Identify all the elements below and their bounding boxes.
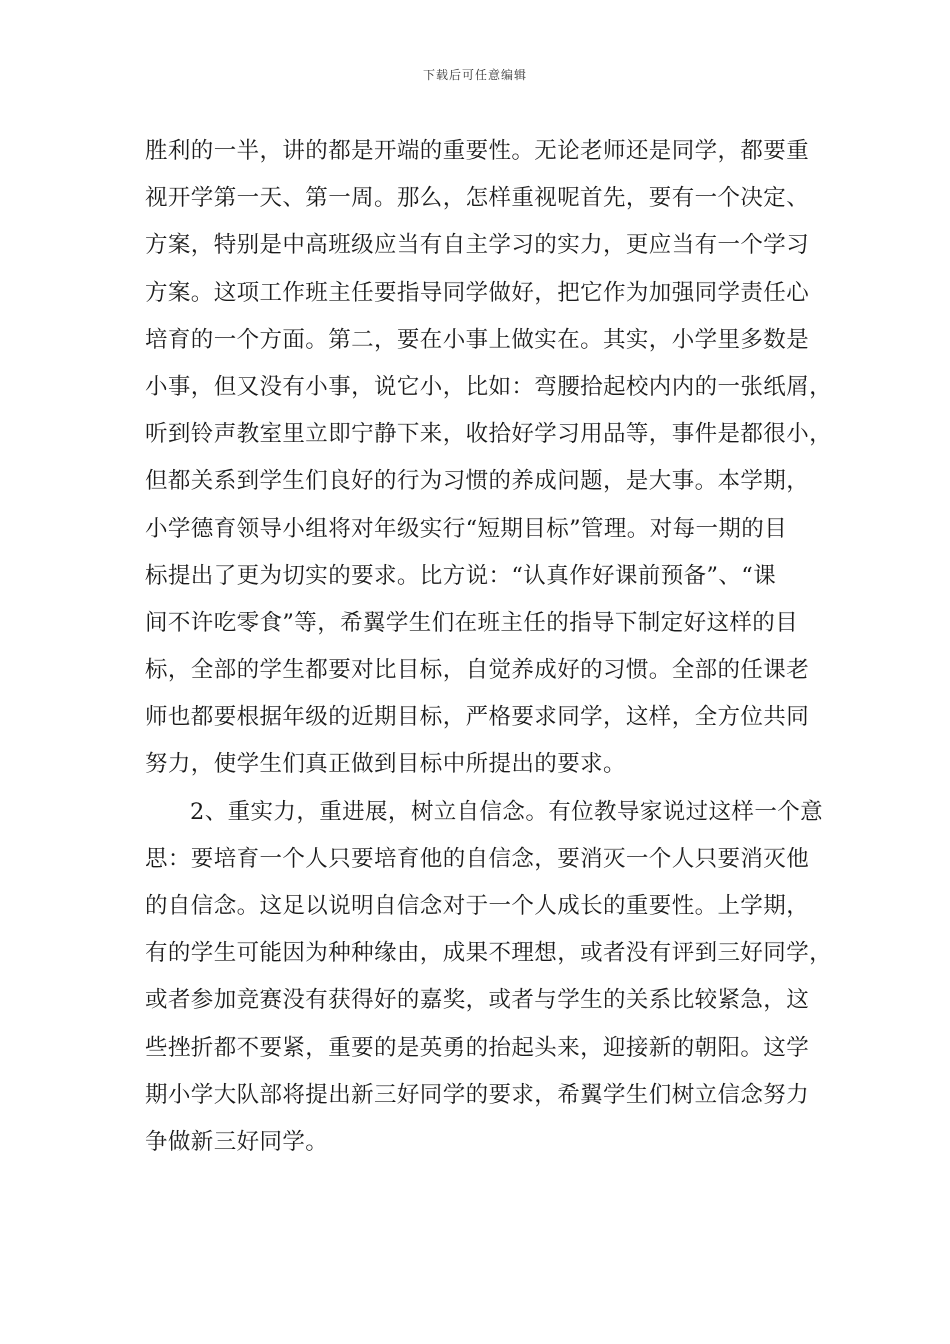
text-line: 思：要培育一个人只要培育他的自信念，要消灭一个人只要消灭他 bbox=[145, 845, 810, 872]
text-line: 间不许吃零食”等，希翼学生们在班主任的指导下制定好这样的目 bbox=[145, 609, 799, 636]
text-line: 努力，使学生们真正做到目标中所提出的要求。 bbox=[145, 751, 626, 778]
text-line: 视开学第一天、第一周。那么，怎样重视呢首先，要有一个决定、 bbox=[145, 185, 810, 212]
paragraph-1 bbox=[145, 132, 833, 793]
document-body bbox=[145, 132, 833, 1170]
text-line: 有的学生可能因为种种缘由，成果不理想，或者没有评到三好同学， bbox=[145, 940, 833, 967]
text-line: 小事，但又没有小事，说它小，比如：弯腰拾起校内内的一张纸屑， bbox=[145, 373, 833, 400]
text-line: 争做新三好同学。 bbox=[145, 1128, 329, 1155]
text-line: 标，全部的学生都要对比目标，自觉养成好的习惯。全部的任课老 bbox=[145, 657, 810, 684]
paragraph-2 bbox=[145, 793, 833, 1171]
text-line: 小学德育领导小组将对年级实行“短期目标”管理。对每一期的目 bbox=[145, 515, 788, 542]
text-line: 师也都要根据年级的近期目标，严格要求同学，这样，全方位共同 bbox=[145, 704, 810, 731]
text-line: 标提出了更为切实的要求。比方说：“认真作好课前预备”、“课 bbox=[145, 562, 777, 589]
text-line: 些挫折都不要紧，重要的是英勇的抬起头来，迎接新的朝阳。这学 bbox=[145, 1034, 810, 1061]
page-header: 下载后可任意编辑 bbox=[422, 68, 527, 82]
text-line: 2、重实力，重进展，树立自信念。有位教导家说过这样一个意 bbox=[190, 798, 824, 825]
text-line: 或者参加竞赛没有获得好的嘉奖，或者与学生的关系比较紧急，这 bbox=[145, 987, 810, 1014]
text-line: 但都关系到学生们良好的行为习惯的养成问题，是大事。本学期， bbox=[145, 468, 810, 495]
text-line: 胜利的一半，讲的都是开端的重要性。无论老师还是同学，都要重 bbox=[145, 138, 810, 164]
text-line: 的自信念。这足以说明自信念对于一个人成长的重要性。上学期， bbox=[145, 893, 810, 919]
text-line: 方案，特别是中高班级应当有自主学习的实力，更应当有一个学习 bbox=[145, 232, 810, 259]
text-line: 期小学大队部将提出新三好同学的要求，希翼学生们树立信念努力 bbox=[145, 1081, 810, 1108]
text-line: 方案。这项工作班主任要指导同学做好，把它作为加强同学责任心 bbox=[145, 279, 810, 306]
text-line: 听到铃声教室里立即宁静下来，收拾好学习用品等，事件是都很小， bbox=[145, 421, 833, 448]
text-line: 培育的一个方面。第二，要在小事上做实在。其实，小学里多数是 bbox=[145, 326, 810, 353]
